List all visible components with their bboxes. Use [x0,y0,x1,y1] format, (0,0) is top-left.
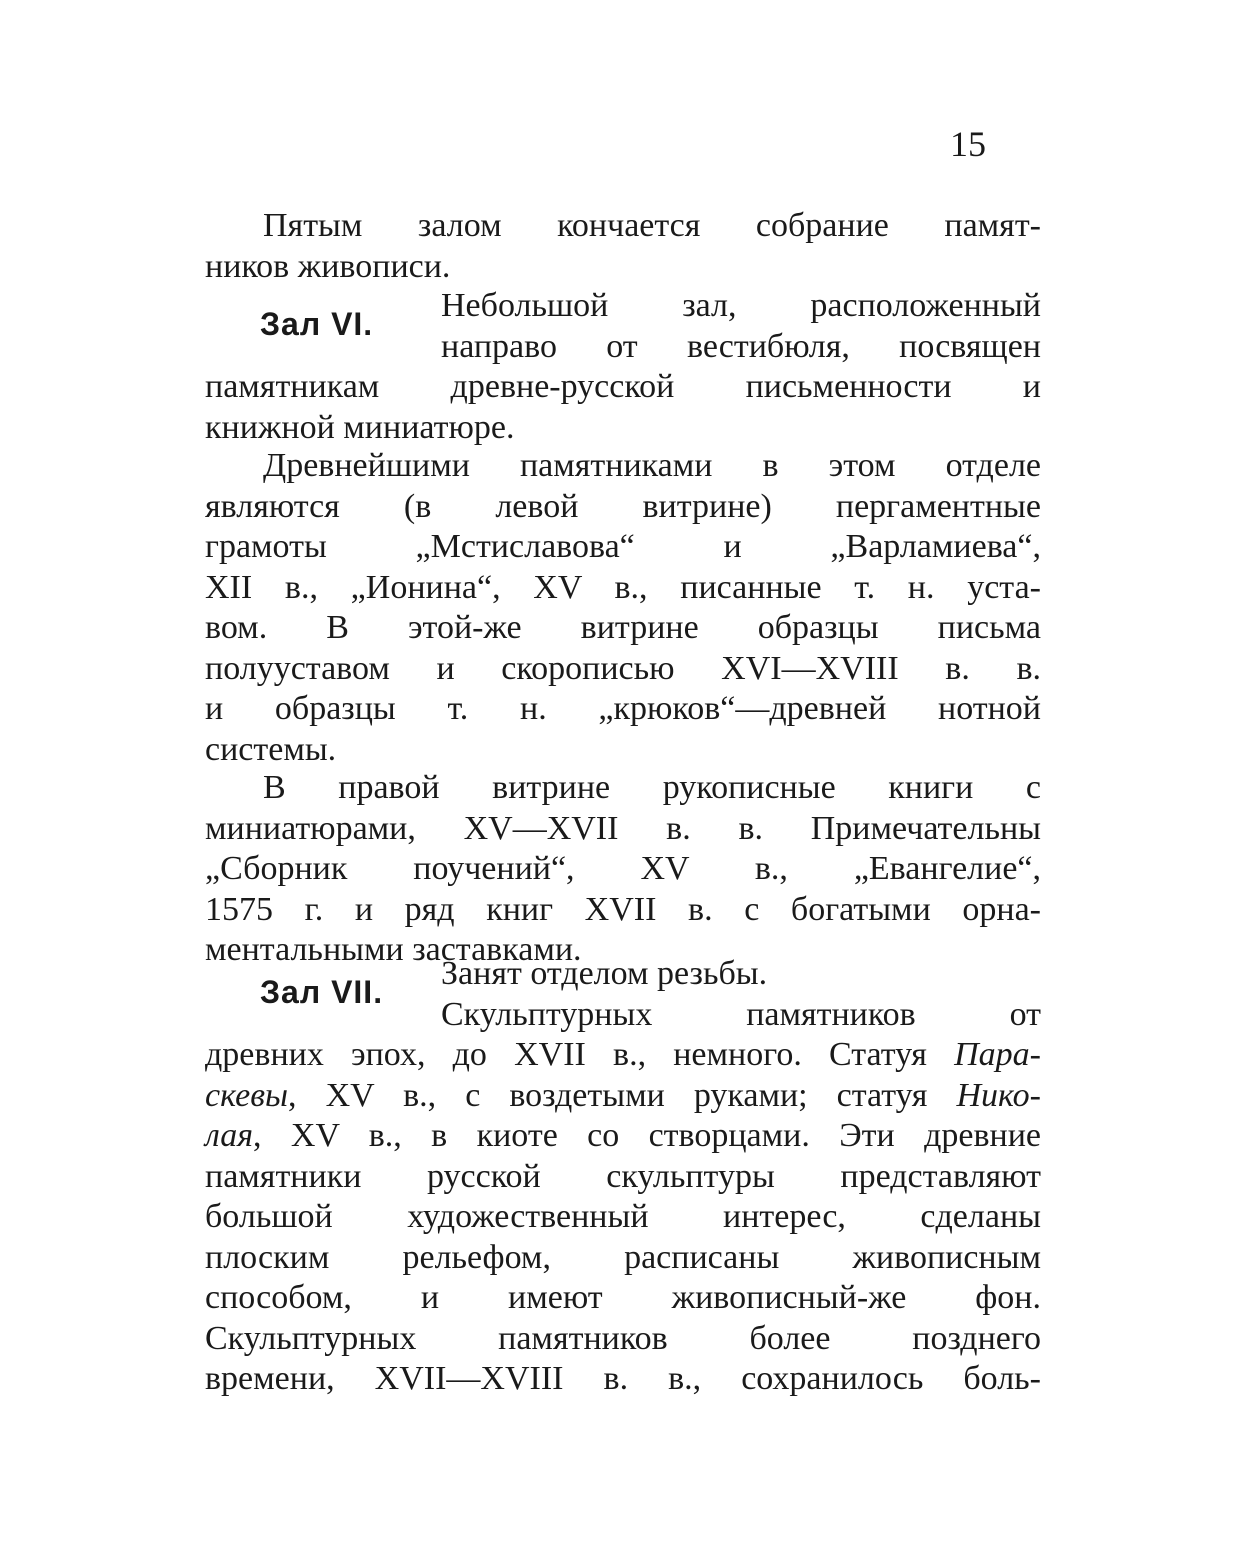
text-line: направо от вестибюля, посвящен [441,327,1041,365]
hall-6-label: Зал VI. [260,306,374,342]
paragraph-3 [205,768,1041,971]
text-line: Занят отделом резьбы. [441,955,768,992]
text-line: Пятым залом кончается собрание памят- [263,207,1041,244]
text-line: В правой витрине рукописные книги с [263,769,1041,806]
text-fragment: , XV в., с воздетыми руками; статуя [288,1076,957,1114]
text-line [205,1116,1041,1157]
text-line: 1575 г. и ряд книг XVII в. с богатыми орна- [205,890,1041,928]
text-line: являются (в левой витрине) пергаментные [205,487,1041,525]
text-line: грамоты „Мстиславова“ и „Варламиева“, [205,528,1041,565]
text-line: системы. [205,730,337,768]
text-line: Скульптурных памятников более позднего [205,1319,1041,1357]
page-number: 15 [950,124,986,164]
text-line: большой художественный интерес, сделаны [205,1198,1041,1235]
text-fragment: , XV в., в киоте со створцами. Эти древние [253,1117,1041,1154]
italic-name: лая [205,1117,254,1154]
text-line: Древнейшими памятниками в этом отделе [263,447,1041,484]
text-line: вом. В этой-же витрине образцы письма [205,609,1041,646]
text-line: Скульптурных памятников от [441,995,1041,1033]
paragraph-2 [205,446,1041,770]
text-line: ников живописи. [205,247,451,285]
text-line: плоским рельефом, расписаны живописным [205,1238,1041,1276]
text-line: способом, и имеют живописный-же фон. [205,1279,1041,1316]
italic-name: скевы [205,1076,289,1114]
paragraph-1 [205,206,1041,287]
text-fragment: древних эпох, до XVII в., немного. Статуя [205,1036,955,1073]
hall-7-label: Зал VII. [260,974,384,1010]
text-line: „Сборник поучений“, XV в., „Евангелие“, [205,850,1041,887]
text-line: памятники русской скульптуры представляют [205,1157,1041,1195]
text-line: миниатюрами, XV—XVII в. в. Примечательны [205,809,1041,847]
text-line: и образцы т. н. „крюков“—древней нотной [205,690,1041,727]
hall-6-section [205,286,1041,448]
text-line: XII в., „Ионина“, XV в., писанные т. н. уста- [205,568,1041,606]
italic-name: Нико- [956,1076,1041,1114]
text-line [205,1035,1041,1076]
text-line: ментальными заставками. [205,931,582,968]
italic-name: Пара- [954,1036,1041,1073]
text-line: Небольшой зал, расположенный [441,287,1041,324]
text-line [205,1076,1041,1117]
text-line: времени, XVII—XVIII в. в., сохранилось боль- [205,1360,1041,1397]
hall-7-section [205,954,1041,1400]
text-line: книжной миниатюре. [205,408,515,446]
text-line: полууставом и скорописью XVI—XVIII в. в. [205,649,1041,687]
text-line: памятникам древне-русской письменности и [205,368,1041,405]
